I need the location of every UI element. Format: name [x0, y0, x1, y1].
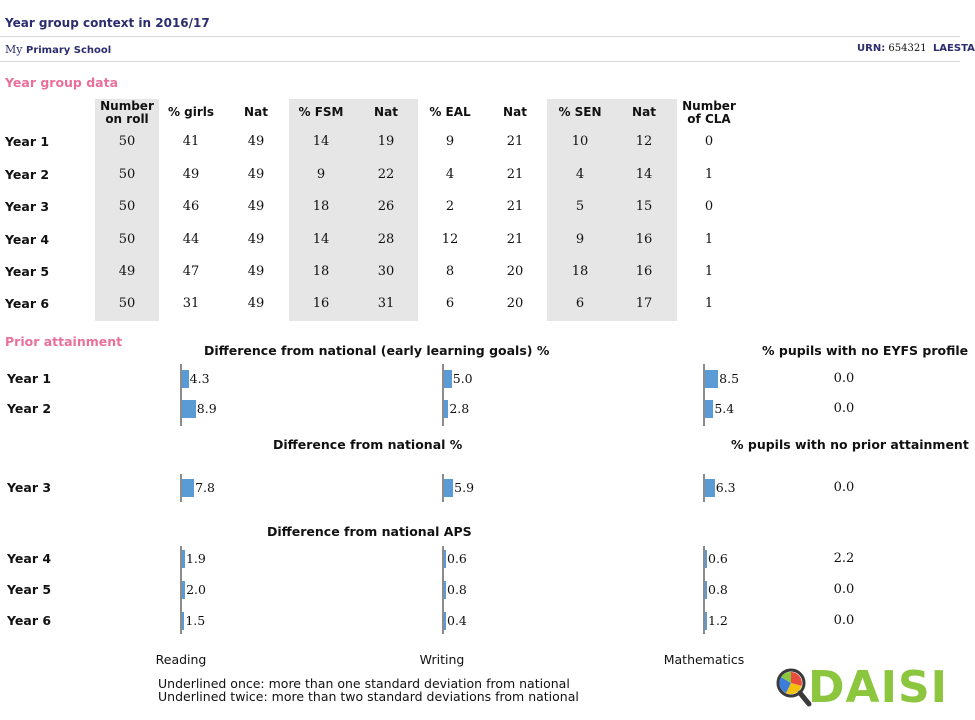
- table-header: % EAL: [429, 105, 471, 119]
- chart-row-label: Year 3: [7, 480, 52, 495]
- chart-bar: [182, 612, 184, 630]
- school-row: [0, 37, 975, 61]
- table-row-label: Year 1: [5, 134, 50, 149]
- table-cell: 18: [571, 264, 589, 279]
- table-cell: 12: [635, 134, 653, 149]
- chart-bar: [705, 550, 707, 568]
- chart-bar-value: 0.6: [708, 551, 728, 566]
- chart-bar-value: 5.0: [452, 371, 473, 386]
- table-cell: 14: [635, 167, 653, 182]
- table-cell: 16: [635, 264, 653, 279]
- chart-bar: [444, 581, 446, 599]
- school-prefix: My: [5, 43, 23, 56]
- table-cell: 46: [182, 199, 200, 214]
- footnote-underlined-twice: Underlined twice: more than two standard deviations from national: [158, 689, 579, 704]
- chart-bar-value: 8.9: [196, 401, 217, 416]
- table-cell: 16: [312, 296, 330, 311]
- chart-bar-value: 7.8: [195, 480, 215, 495]
- table-header: Nat: [374, 105, 398, 119]
- table-cell: 49: [247, 199, 265, 214]
- chart-title: Difference from national APS: [267, 524, 472, 539]
- chart-bar: [444, 479, 453, 497]
- table-cell: 49: [182, 167, 200, 182]
- no-prior-value: 0.0: [833, 582, 855, 597]
- subject-label-mathematics: Mathematics: [663, 652, 745, 667]
- chart-bar: [182, 400, 196, 418]
- table-cell: 49: [247, 232, 265, 247]
- table-cell: 9: [316, 167, 326, 182]
- table-cell: 0: [704, 199, 714, 214]
- table-cell: 1: [704, 296, 714, 311]
- table-cell: 1: [704, 232, 714, 247]
- table-row-label: Year 2: [5, 167, 50, 182]
- no-prior-value: 0.0: [833, 613, 855, 628]
- year-group-heading: Year group data: [5, 75, 119, 90]
- table-header: Number on roll: [100, 99, 154, 126]
- table-cell: 20: [506, 296, 524, 311]
- table-cell: 21: [506, 167, 524, 182]
- table-cell: 30: [377, 264, 395, 279]
- chart-row-label: Year 2: [7, 401, 52, 416]
- footnote-underlined-once: Underlined once: more than one standard deviation from national: [158, 676, 570, 691]
- table-cell: 49: [247, 167, 265, 182]
- school-divider: [0, 61, 960, 62]
- chart-side-title: % pupils with no EYFS profile: [762, 343, 969, 358]
- chart-bar: [444, 550, 446, 568]
- chart-row-label: Year 1: [7, 371, 52, 386]
- table-cell: 14: [312, 134, 330, 149]
- table-cell: 50: [118, 167, 136, 182]
- table-cell: 20: [506, 264, 524, 279]
- table-cell: 1: [704, 264, 714, 279]
- table-header: Nat: [632, 105, 656, 119]
- chart-bar: [182, 370, 189, 388]
- chart-bar: [705, 370, 718, 388]
- page-title: Year group context in 2016/17: [5, 16, 210, 30]
- table-cell: 28: [377, 232, 395, 247]
- table-cell: 31: [377, 296, 395, 311]
- table-cell: 12: [441, 232, 459, 247]
- chart-bar: [444, 612, 446, 630]
- table-header: % girls: [167, 105, 215, 119]
- table-cell: 9: [575, 232, 585, 247]
- chart-bar-value: 8.5: [719, 371, 740, 386]
- chart-bar: [444, 370, 452, 388]
- chart-bar: [182, 550, 185, 568]
- table-cell: 10: [571, 134, 589, 149]
- table-cell: 8: [445, 264, 455, 279]
- chart-row-label: Year 6: [7, 613, 52, 628]
- table-cell: 5: [575, 199, 585, 214]
- table-cell: 50: [118, 232, 136, 247]
- table-cell: 41: [182, 134, 200, 149]
- table-cell: 1: [704, 167, 714, 182]
- table-header: Nat: [244, 105, 268, 119]
- laestab-label: LAESTA: [932, 43, 975, 54]
- table-row-label: Year 6: [5, 296, 50, 311]
- table-cell: 50: [118, 296, 136, 311]
- table-cell: 21: [506, 232, 524, 247]
- chart-bar-value: 1.2: [708, 613, 728, 628]
- subject-label-writing: Writing: [419, 652, 465, 667]
- chart-bar: [182, 581, 185, 599]
- chart-bar: [705, 479, 715, 497]
- table-cell: 16: [635, 232, 653, 247]
- no-prior-value: 0.0: [833, 480, 855, 495]
- urn-value: 654321: [888, 43, 927, 54]
- table-cell: 49: [118, 264, 136, 279]
- chart-bar-value: 0.8: [447, 582, 467, 597]
- chart-bar-value: 5.4: [714, 401, 735, 416]
- chart-row-label: Year 5: [7, 582, 52, 597]
- urn: [857, 43, 975, 54]
- table-cell: 49: [247, 264, 265, 279]
- chart-bar-value: 0.8: [708, 582, 728, 597]
- table-cell: 50: [118, 199, 136, 214]
- table-cell: 49: [247, 134, 265, 149]
- table-cell: 18: [312, 264, 330, 279]
- table-cell: 22: [377, 167, 395, 182]
- no-prior-value: 0.0: [833, 371, 855, 386]
- table-cell: 49: [247, 296, 265, 311]
- table-cell: 6: [575, 296, 585, 311]
- daisi-logo-text: DAISI: [808, 662, 949, 713]
- subject-label-reading: Reading: [155, 652, 207, 667]
- chart-bar: [705, 400, 713, 418]
- table-cell: 19: [377, 134, 395, 149]
- chart-bar: [705, 612, 707, 630]
- table-header: Nat: [503, 105, 527, 119]
- table-cell: 2: [445, 199, 455, 214]
- table-cell: 0: [704, 134, 714, 149]
- urn-label: URN:: [857, 43, 886, 54]
- table-cell: 21: [506, 199, 524, 214]
- chart-title: Difference from national %: [273, 437, 463, 452]
- chart-bar-value: 0.6: [447, 551, 467, 566]
- table-cell: 21: [506, 134, 524, 149]
- table-cell: 18: [312, 199, 330, 214]
- table-cell: 47: [182, 264, 200, 279]
- table-cell: 4: [575, 167, 585, 182]
- chart-bar-value: 5.9: [454, 480, 475, 495]
- chart-bar-value: 1.9: [185, 551, 206, 566]
- table-cell: 14: [312, 232, 330, 247]
- table-cell: 4: [445, 167, 455, 182]
- chart-bar: [705, 581, 707, 599]
- table-cell: 17: [635, 296, 653, 311]
- chart-bar-value: 1.5: [185, 613, 206, 628]
- chart-bar: [444, 400, 448, 418]
- chart-title: Difference from national (early learning goals) %: [204, 343, 550, 358]
- no-prior-value: 0.0: [833, 401, 855, 416]
- table-header: % FSM: [298, 105, 344, 119]
- table-cell: 44: [182, 232, 200, 247]
- chart-side-title: % pupils with no prior attainment: [731, 437, 969, 452]
- chart-row-label: Year 4: [7, 551, 52, 566]
- table-row-label: Year 5: [5, 264, 50, 279]
- table-cell: 50: [118, 134, 136, 149]
- table-cell: 15: [635, 199, 653, 214]
- school-name: Primary School: [25, 45, 112, 56]
- no-prior-value: 2.2: [833, 551, 855, 566]
- table-row-label: Year 4: [5, 232, 50, 247]
- chart-bar-value: 2.0: [186, 582, 206, 597]
- table-row-label: Year 3: [5, 199, 50, 214]
- table-cell: 26: [377, 199, 395, 214]
- chart-bar-value: 0.4: [447, 613, 467, 628]
- table-cell: 31: [182, 296, 200, 311]
- table-cell: 6: [445, 296, 455, 311]
- school-label: [5, 43, 111, 56]
- table-header: % SEN: [558, 105, 602, 119]
- table-cell: 9: [445, 134, 455, 149]
- chart-bar-value: 2.8: [449, 401, 470, 416]
- chart-bar-value: 4.3: [189, 371, 210, 386]
- chart-bar-value: 6.3: [715, 480, 736, 495]
- chart-bar: [182, 479, 194, 497]
- table-header: Number of CLA: [682, 99, 736, 126]
- prior-attainment-heading: Prior attainment: [5, 334, 123, 349]
